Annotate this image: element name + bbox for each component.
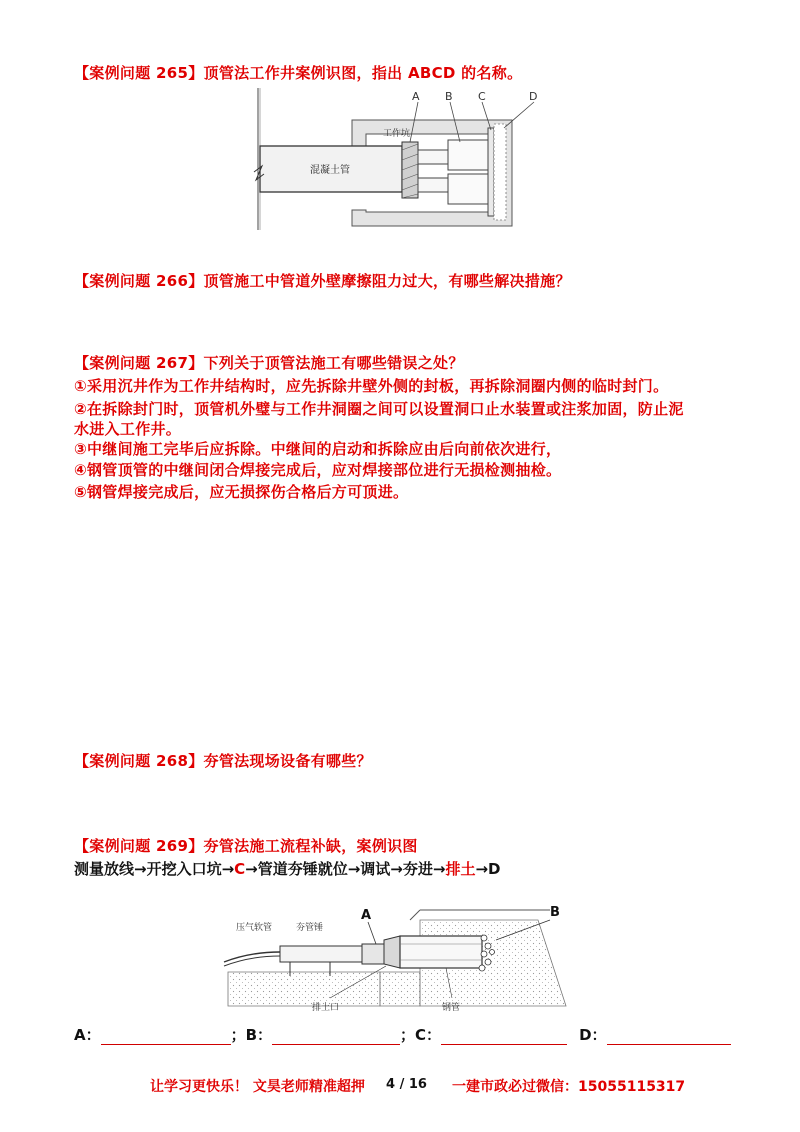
figure1-label-a: A — [412, 90, 420, 103]
flow-blank-c: C — [234, 860, 246, 878]
question-267-item-2-cont: 水进入工作井。 — [74, 420, 182, 438]
answer-a-label: A： — [74, 1026, 101, 1044]
question-267-item-3: ③中继间施工完毕后应拆除。中继间的启动和拆除应由后向前依次进行， — [74, 440, 562, 458]
figure1-label-b: B — [445, 90, 453, 103]
page-number: 4 / 16 — [386, 1077, 427, 1092]
question-267-title: 【案例问题 267】下列关于顶管法施工有哪些错误之处？ — [74, 354, 464, 372]
question-267-item-4: ④钢管顶管的中继间闭合焊接完成后，应对焊接部位进行无损检测抽检。 — [74, 461, 562, 479]
flow-part-1: 测量放线→开挖入口坑→ — [74, 860, 235, 878]
flow-part-3: →D — [475, 860, 501, 878]
figure2-outlet-label: 排土口 — [312, 1003, 340, 1013]
answer-b-label: ；B： — [230, 1026, 273, 1044]
figure1-pit-label: 工作坑 — [383, 129, 411, 139]
answer-d-blank[interactable] — [607, 1028, 731, 1045]
answer-d-label: D： — [579, 1026, 607, 1044]
footer-slogan: 让学习更快乐！ 文昊老师精准超押 — [150, 1079, 365, 1095]
figure2-pipe-label: 钢管 — [442, 1003, 461, 1013]
question-267-item-5: ⑤钢管焊接完成后，应无损探伤合格后方可顶进。 — [74, 483, 409, 501]
flow-part-2: →管道夯锤就位→调试→夯进→ — [245, 860, 446, 878]
answer-c-label: ；C： — [400, 1026, 442, 1044]
question-265-title: 【案例问题 265】顶管法工作井案例识图，指出 ABCD 的名称。 — [74, 64, 523, 82]
figure2-hammer-label: 夯管锤 — [296, 923, 324, 933]
figure1-pipe-label: 混凝土管 — [310, 165, 350, 176]
answer-b-blank[interactable] — [272, 1028, 400, 1045]
question-269-flow — [74, 858, 500, 879]
jacking-pit-diagram — [240, 88, 570, 238]
pipe-ramming-diagram — [220, 900, 580, 1018]
question-266-title: 【案例问题 266】顶管施工中管道外壁摩擦阻力过大，有哪些解决措施？ — [74, 272, 571, 290]
figure2-label-a: A — [361, 908, 372, 923]
flow-red-2: 排土 — [445, 860, 476, 878]
figure2-label-b: B — [550, 905, 560, 920]
footer-contact: 一建市政必过微信：15055115317 — [452, 1079, 686, 1095]
answer-c-blank[interactable] — [441, 1028, 567, 1045]
answer-a-blank[interactable] — [101, 1028, 231, 1045]
figure1-label-c: C — [478, 90, 486, 103]
question-267-item-2: ②在拆除封门时，顶管机外璧与工作井洞圈之间可以设置洞口止水装置或注浆加固，防止泥 — [74, 400, 684, 418]
question-269-title: 【案例问题 269】夯管法施工流程补缺，案例识图 — [74, 837, 418, 855]
answer-row — [74, 1024, 734, 1045]
figure2-hose-label: 压气软管 — [236, 923, 273, 933]
question-268-title: 【案例问题 268】夯管法现场设备有哪些？ — [74, 752, 372, 770]
question-267-item-1: ①采用沉井作为工作井结构时，应先拆除井壁外侧的封板，再拆除洞圈内侧的临时封门。 — [74, 377, 669, 395]
figure1-label-d: D — [529, 90, 538, 103]
